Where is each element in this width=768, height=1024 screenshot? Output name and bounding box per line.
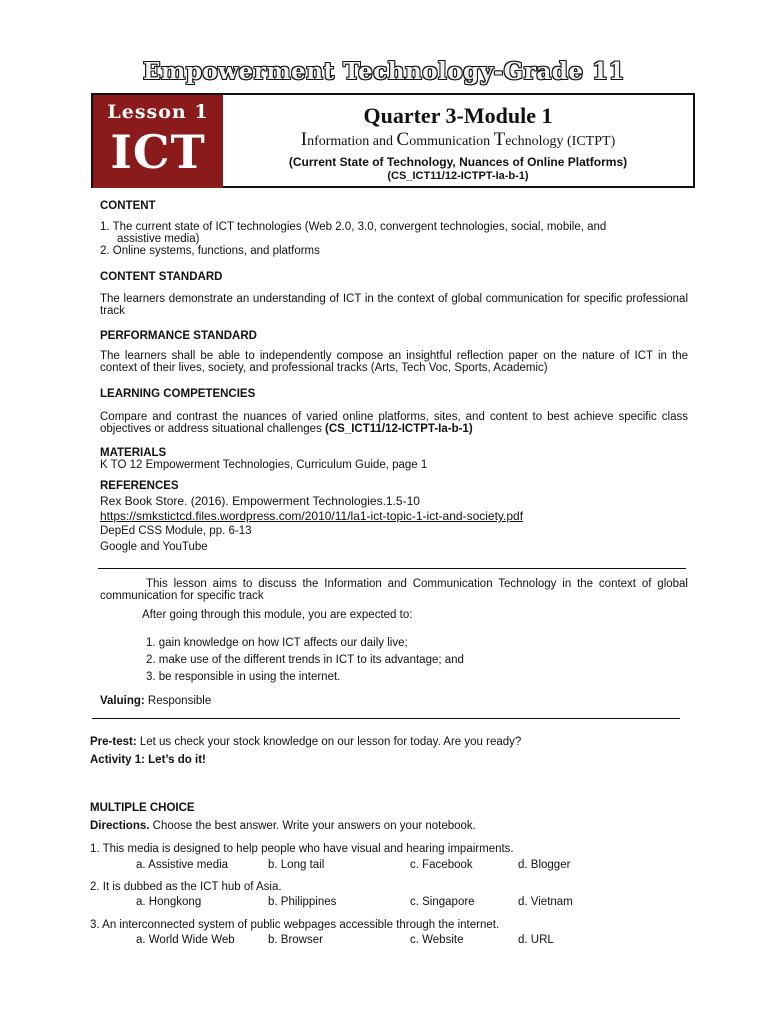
objective-item: 1. gain knowledge on how ICT affects our daily live; — [146, 637, 408, 649]
objective-item: 2. make use of the different trends in ICT to its advantage; and — [146, 654, 464, 666]
subtitle-part-2: ommunication — [409, 134, 494, 149]
content-item: 2. Online systems, functions, and platforms — [100, 245, 320, 257]
learning-competencies-body: Compare and contrast the nuances of varied online platforms, sites, and content to best achieve specific class objectives or address situational challenges — [100, 411, 688, 435]
module-focus: (Current State of Technology, Nuances of Online Platforms) — [288, 155, 628, 169]
content-item: assistive media) — [117, 233, 200, 245]
reference-item: DepEd CSS Module, pp. 6-13 — [100, 525, 252, 537]
reference-item: Google and YouTube — [100, 541, 208, 553]
materials-heading: MATERIALS — [100, 447, 167, 459]
references-heading: REFERENCES — [100, 480, 179, 492]
performance-standard-heading: PERFORMANCE STANDARD — [100, 330, 257, 342]
reference-link[interactable]: https://smkstictcd.files.wordpress.com/2010/11/la1-ict-topic-1-ict-and-society.pdf — [100, 509, 524, 523]
answer-choice: c. Singapore — [410, 896, 475, 908]
answer-choice: a. Hongkong — [136, 896, 202, 908]
subtitle-part-1: nformation and — [307, 134, 397, 149]
directions-line — [90, 820, 476, 832]
subtitle-part-3: echnology (ICTPT) — [505, 134, 616, 149]
subtitle-initial-c: C — [396, 129, 410, 150]
intro-expectation: After going through this module, you are expected to: — [142, 609, 413, 621]
subtitle-initial-i: I — [300, 129, 308, 150]
multiple-choice-heading: MULTIPLE CHOICE — [90, 802, 195, 814]
module-subtitle — [223, 129, 693, 151]
activity-title: Activity 1: Let’s do it! — [90, 754, 206, 766]
reference-item: Rex Book Store. (2016). Empowerment Technologies.1.5-10 — [100, 494, 420, 508]
content-standard-text: The learners demonstrate an understanding of ICT in the context of global communication for specific professional track — [100, 293, 688, 317]
answer-choice: c. Facebook — [410, 859, 473, 871]
pretest-label: Pre-test: — [90, 736, 137, 748]
answer-choice: b. Philippines — [268, 896, 337, 908]
directions-label: Directions. — [90, 820, 150, 832]
valuing-label: Valuing: — [100, 695, 145, 707]
performance-standard-text: The learners shall be able to independently compose an insightful reflection paper on the nature of ICT in the context of their lives, society, and professional tracks (Arts, Tech Voc, Sports, Academic) — [100, 350, 688, 374]
lesson-label: Lesson 1 — [107, 101, 209, 123]
section-divider — [98, 568, 686, 569]
answer-choice: b. Long tail — [268, 859, 325, 871]
learning-competencies-heading: LEARNING COMPETENCIES — [100, 388, 256, 400]
module-title: Quarter 3-Module 1 — [363, 103, 553, 128]
content-standard-heading: CONTENT STANDARD — [100, 271, 223, 283]
module-header — [91, 93, 695, 188]
answer-choice: a. World Wide Web — [136, 934, 235, 946]
subtitle-initial-t: T — [493, 129, 506, 150]
pretest-line — [90, 736, 521, 748]
pretest-text: Let us check your stock knowledge on our lesson for today. Are you ready? — [136, 736, 522, 748]
answer-choice: b. Browser — [268, 934, 323, 946]
answer-choice: d. Blogger — [518, 859, 571, 871]
content-item: 1. The current state of ICT technologies (Web 2.0, 3.0, convergent technologies, social, mobile, and — [100, 221, 607, 233]
content-heading: CONTENT — [100, 200, 156, 212]
answer-choice: a. Assistive media — [136, 859, 229, 871]
document-title: Empowerment Technology-Grade 11 — [142, 58, 626, 85]
module-code: (CS_ICT11/12-ICTPT-Ia-b-1) — [387, 170, 529, 182]
answer-choice: d. URL — [518, 934, 554, 946]
learning-competencies-code: (CS_ICT11/12-ICTPT-Ia-b-1) — [325, 423, 473, 435]
valuing-line — [100, 695, 211, 707]
valuing-value: Responsible — [144, 695, 212, 707]
answer-choice: c. Website — [410, 934, 464, 946]
lesson-code: ICT — [110, 125, 206, 179]
learning-competencies-text — [100, 411, 688, 435]
question-text: 1. This media is designed to help people who have visual and hearing impairments. — [90, 843, 514, 855]
lesson-badge — [93, 95, 223, 188]
question-text: 2. It is dubbed as the ICT hub of Asia. — [90, 881, 282, 893]
objective-item: 3. be responsible in using the internet. — [146, 671, 341, 683]
answer-choice: d. Vietnam — [518, 896, 573, 908]
directions-text: Choose the best answer. Write your answers on your notebook. — [149, 820, 476, 832]
intro-text: This lesson aims to discuss the Information and Communication Technology in the context of global communication for specific track — [100, 578, 688, 602]
materials-text: K TO 12 Empowerment Technologies, Curriculum Guide, page 1 — [100, 459, 428, 471]
section-divider — [92, 718, 680, 719]
question-text: 3. An interconnected system of public webpages accessible through the internet. — [90, 919, 500, 931]
